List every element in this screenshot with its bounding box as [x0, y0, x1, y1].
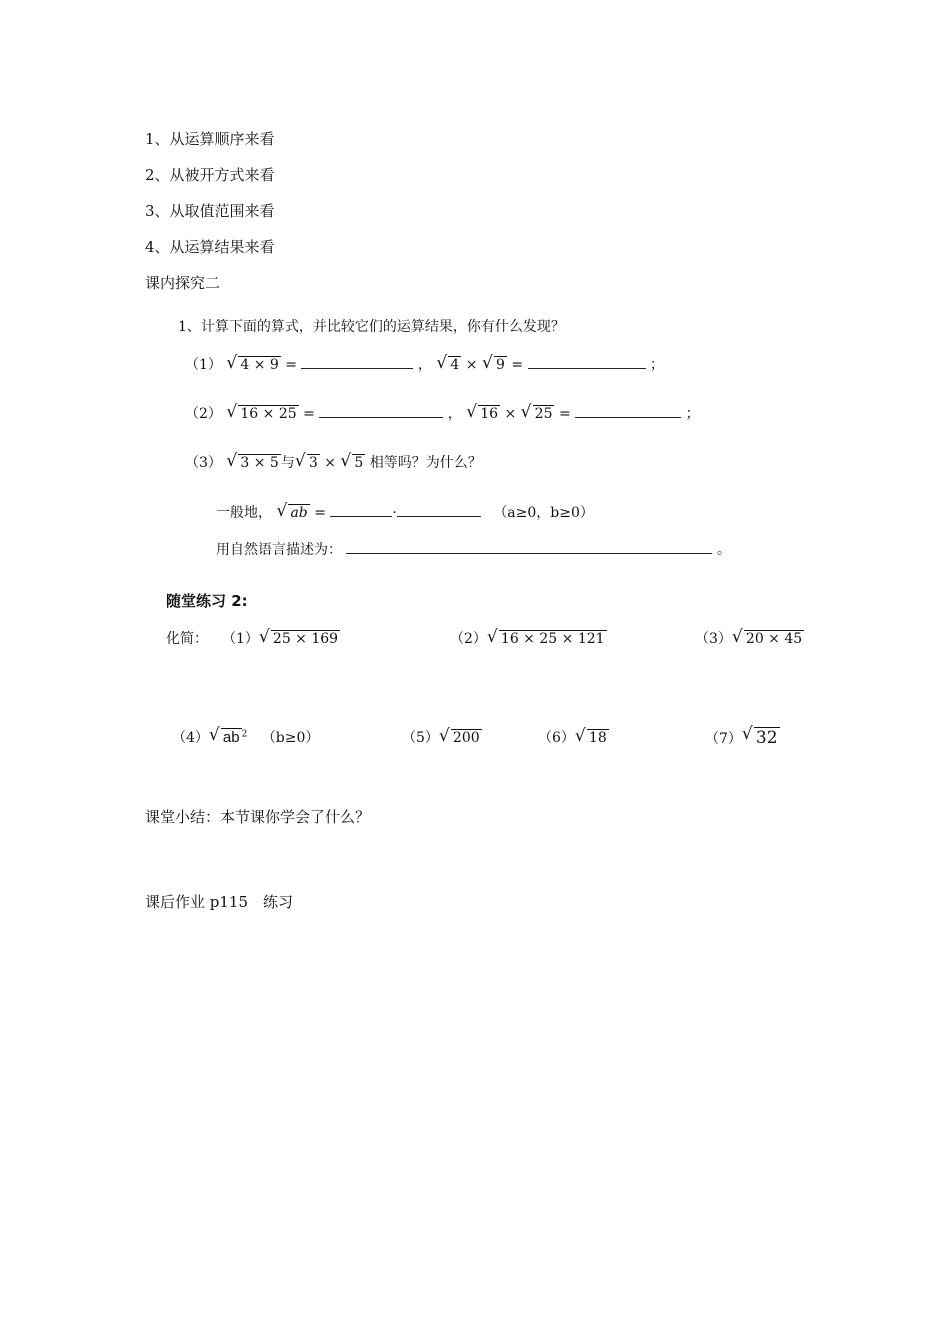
practice-item: （7）√ 32: [705, 727, 780, 748]
answer-blank[interactable]: [346, 539, 712, 554]
practice-simplify-label: 化简：: [166, 631, 208, 647]
task-prompt: 1、计算下面的算式，并比较它们的运算结果，你有什么发现？: [178, 319, 565, 335]
practice-item: （4）√ ab $^2$ （b≥0）: [172, 727, 319, 747]
list-item: 3、从取值范围来看: [145, 202, 275, 220]
answer-blank[interactable]: [301, 354, 413, 369]
sqrt-expression: √ 5: [340, 454, 365, 471]
sqrt-expression: √ ab: [276, 504, 309, 521]
answer-blank[interactable]: [319, 403, 443, 418]
sqrt-expression: √ 3: [295, 454, 320, 471]
exercise-row-3: （3） √ 3 × 5 与√ 3 × √ 5 相等吗？为什么？: [185, 452, 482, 472]
sqrt-expression: √ 20 × 45: [732, 630, 804, 647]
list-item: 1、从运算顺序来看: [145, 130, 275, 148]
practice-item: （5）√ 200: [402, 727, 482, 747]
summary-text: 课堂小结：本节课你学会了什么？: [145, 808, 371, 826]
exercise-row-1: （1） √ 4 × 9 = ， √ 4 × √ 9 = ；: [185, 354, 664, 374]
answer-blank[interactable]: [528, 354, 646, 369]
practice-title: 随堂练习 2:: [166, 592, 248, 610]
practice-item: （6）√ 18: [538, 727, 609, 747]
practice-item: （1）√ 25 × 169: [222, 628, 340, 648]
sqrt-expression: √ 4 × 9: [226, 356, 280, 373]
sqrt-expression: √ 16 × 25: [226, 405, 298, 422]
list-item: 4、从运算结果来看: [145, 238, 275, 256]
section-title: 课内探究二: [145, 274, 221, 292]
practice-item: （3）√ 20 × 45: [695, 628, 804, 648]
sqrt-expression: √ 200: [439, 729, 482, 746]
sqrt-expression: √ 18: [575, 729, 609, 746]
sqrt-expression: √ 16: [466, 405, 500, 422]
sqrt-expression: √ 4: [436, 356, 461, 373]
general-rule: 一般地， √ ab = · （a≥0，b≥0）: [216, 502, 594, 522]
sqrt-expression: √ ab: [209, 728, 242, 746]
row-label: （1）: [185, 357, 222, 373]
row-label: （3）: [185, 455, 222, 471]
homework-text: 课后作业 p115 练习: [145, 893, 294, 911]
answer-blank[interactable]: [330, 502, 392, 517]
practice-item: （2）√ 16 × 25 × 121: [450, 628, 607, 648]
row-label: （2）: [185, 406, 222, 422]
exercise-row-2: （2） √ 16 × 25 = ， √ 16 × √ 25 = ；: [185, 403, 700, 423]
list-item: 2、从被开方式来看: [145, 166, 275, 184]
sqrt-expression: √ 3 × 5: [226, 454, 280, 471]
answer-blank[interactable]: [575, 403, 681, 418]
sqrt-expression: √ 32: [742, 727, 780, 748]
natural-language-row: 用自然语言描述为： 。: [216, 539, 731, 559]
sqrt-expression: √ 25 × 169: [259, 630, 340, 647]
sqrt-expression: √ 9: [482, 356, 507, 373]
answer-blank[interactable]: [397, 502, 481, 517]
sqrt-expression: √ 25: [521, 405, 555, 422]
sqrt-expression: √ 16 × 25 × 121: [487, 630, 607, 647]
